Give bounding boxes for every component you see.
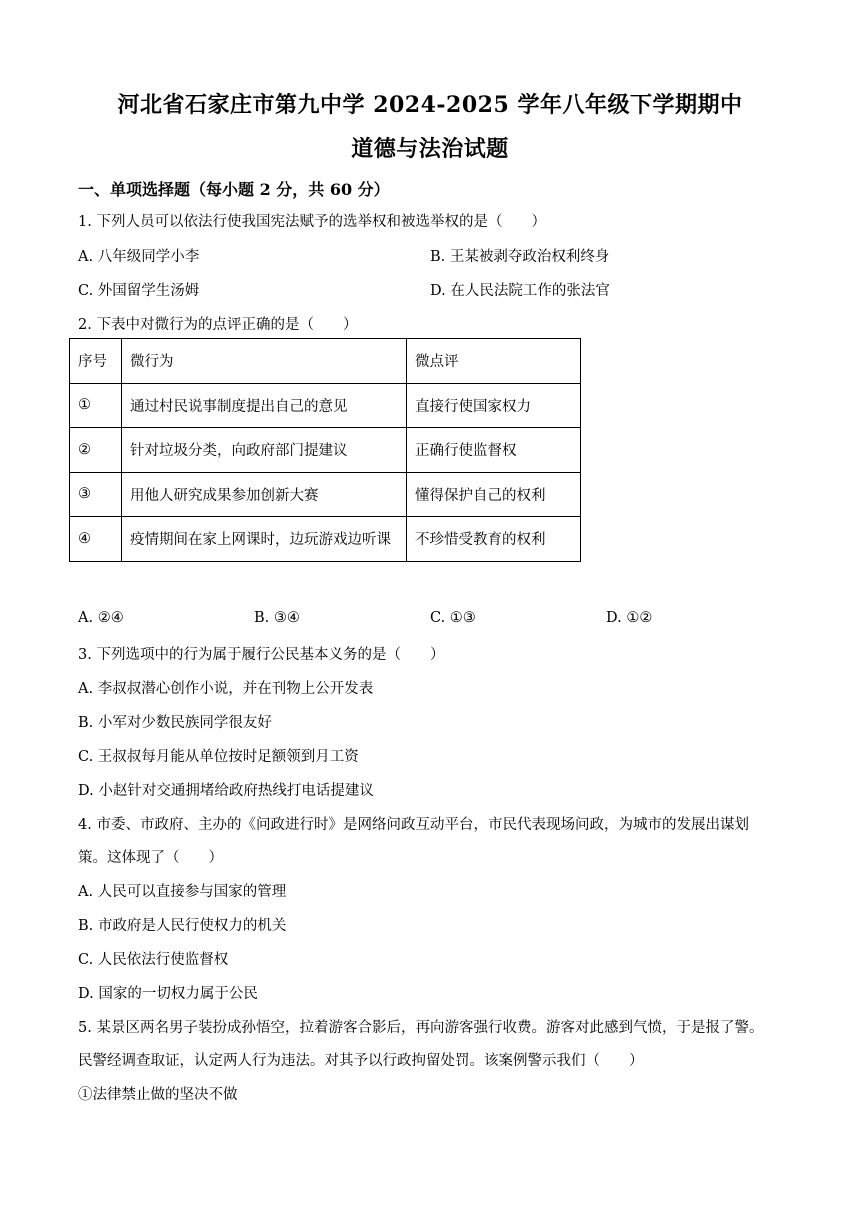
table-header-row [70,339,581,384]
q1-option-b: B. 王某被剥夺政治权利终身 [430,249,610,265]
table-cell: 正确行使监督权 [407,428,581,473]
table-row [70,517,581,562]
q4-option-a: A. 人民可以直接参与国家的管理 [78,884,287,900]
table-cell: 直接行使国家权力 [407,383,581,428]
q4-stem-line1: 4. 市委、市政府、主办的《问政进行时》是网络问政互动平台，市民代表现场问政，为城市的发展出谋划 [78,817,749,833]
q4-option-d: D. 国家的一切权力属于公民 [78,986,258,1002]
table-row [70,383,581,428]
table-cell: 疫情期间在家上网课时，边玩游戏边听课 [122,517,407,562]
q3-option-a: A. 李叔叔潜心创作小说，并在刊物上公开发表 [78,681,374,697]
q2-table [69,338,581,562]
table-cell: ③ [70,472,122,517]
section-heading: 一、单项选择题（每小题 2 分，共 60 分） [78,180,390,199]
q2-option-c: C. ①③ [430,610,476,626]
exam-title-line1: 河北省石家庄市第九中学 2024-2025 学年八年级下学期期中 [117,92,743,118]
q5-item-1: ①法律禁止做的坚决不做 [78,1087,238,1103]
q2-option-d: D. ①② [606,610,653,626]
table-cell: ④ [70,517,122,562]
q5-stem-line1: 5. 某景区两名男子装扮成孙悟空，拉着游客合影后，再向游客强行收费。游客对此感到气愤，于是报了警。 [78,1020,764,1036]
q3-option-c: C. 王叔叔每月能从单位按时足额领到月工资 [78,749,359,765]
q5-stem-line2: 民警经调查取证，认定两人行为违法。对其予以行政拘留处罚。该案例警示我们（ ） [78,1053,644,1069]
q3-stem: 3. 下列选项中的行为属于履行公民基本义务的是（ ） [78,647,445,663]
table-row [70,472,581,517]
table-cell: 懂得保护自己的权利 [407,472,581,517]
table-cell: 不珍惜受教育的权利 [407,517,581,562]
table-header-cell: 微点评 [407,339,581,384]
table-cell: ② [70,428,122,473]
q3-option-b: B. 小军对少数民族同学很友好 [78,715,272,731]
q1-option-c: C. 外国留学生汤姆 [78,283,200,299]
table-header-cell: 序号 [70,339,122,384]
exam-title-line2: 道德与法治试题 [351,136,509,162]
q2-stem: 2. 下表中对微行为的点评正确的是（ ） [78,317,358,333]
table-row [70,428,581,473]
table-cell: 用他人研究成果参加创新大赛 [122,472,407,517]
table-cell: 通过村民说事制度提出自己的意见 [122,383,407,428]
q4-option-b: B. 市政府是人民行使权力的机关 [78,918,287,934]
table-header-cell: 微行为 [122,339,407,384]
table-cell: 针对垃圾分类，向政府部门提建议 [122,428,407,473]
q3-option-d: D. 小赵针对交通拥堵给政府热线打电话提建议 [78,783,374,799]
q2-option-b: B. ③④ [254,610,300,626]
q1-stem: 1. 下列人员可以依法行使我国宪法赋予的选举权和被选举权的是（ ） [78,214,546,230]
q4-option-c: C. 人民依法行使监督权 [78,952,229,968]
q2-option-a: A. ②④ [78,610,124,626]
q1-option-d: D. 在人民法院工作的张法官 [430,283,610,299]
q1-option-a: A. 八年级同学小李 [78,249,200,265]
table-cell: ① [70,383,122,428]
q4-stem-line2: 策。这体现了（ ） [78,850,223,866]
